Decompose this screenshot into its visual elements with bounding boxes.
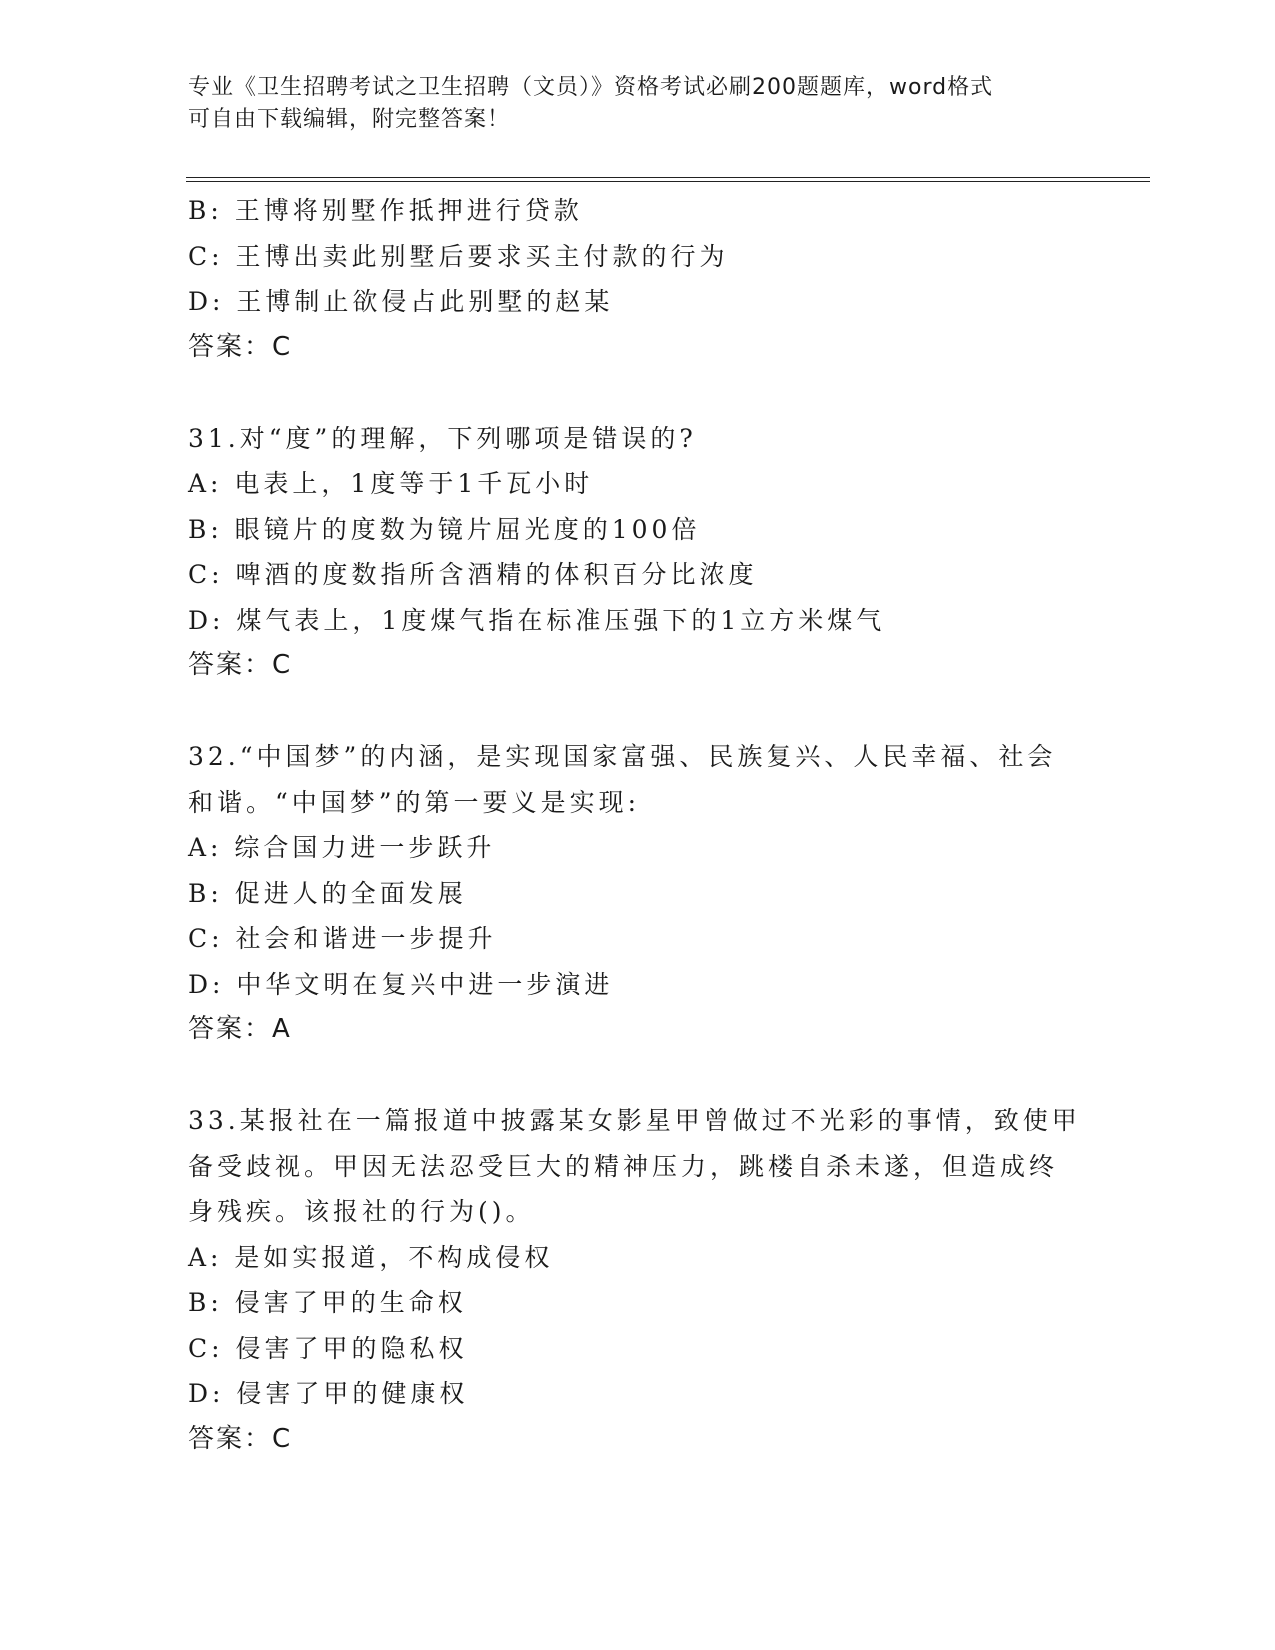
question-text: 31.对“度”的理解，下列哪项是错误的?	[188, 423, 697, 453]
option-d: D: 煤气表上，1度煤气指在标准压强下的1立方米煤气	[188, 605, 886, 635]
option-c: C: 社会和谐进一步提升	[188, 924, 497, 953]
question-block-32	[188, 734, 1088, 1053]
option-b: B: 眼镜片的度数为镜片屈光度的100倍	[188, 514, 701, 544]
question-block-31	[188, 416, 1088, 689]
question-text: 备受歧视。甲因无法忍受巨大的精神压力，跳楼自杀未遂，但造成终	[188, 1151, 1059, 1181]
option-b: B: 侵害了甲的生命权	[188, 1288, 467, 1317]
question-block-30	[188, 188, 1088, 370]
question-block-33	[188, 1098, 1088, 1462]
option-b: B: 王博将别墅作抵押进行贷款	[188, 196, 583, 225]
option-b: B: 促进人的全面发展	[188, 878, 467, 908]
option-d: D: 中华文明在复兴中进一步演进	[188, 969, 614, 999]
question-text: 32.“中国梦”的内涵，是实现国家富强、民族复兴、人民幸福、社会	[188, 742, 1057, 771]
option-c: C: 侵害了甲的隐私权	[188, 1333, 468, 1363]
page-header	[188, 72, 1088, 136]
spacer	[188, 370, 1088, 416]
option-d: D: 侵害了甲的健康权	[188, 1379, 469, 1408]
question-text: 33.某报社在一篇报道中披露某女影星甲曾做过不光彩的事情，致使甲	[188, 1106, 1081, 1135]
header-line-2: 可自由下载编辑，附完整答案！	[188, 107, 511, 132]
question-content	[188, 188, 1088, 1462]
answer-label: 答案：C	[188, 650, 293, 680]
answer-label: 答案：C	[188, 331, 293, 362]
question-text: 身残疾。该报社的行为()。	[188, 1197, 535, 1226]
option-c: C: 王博出卖此别墅后要求买主付款的行为	[188, 241, 729, 271]
option-a: A: 电表上，1度等于1千瓦小时	[188, 469, 594, 498]
option-d: D: 王博制止欲侵占此别墅的赵某	[188, 287, 614, 316]
header-divider	[186, 177, 1150, 182]
answer-label: 答案：A	[188, 1014, 292, 1044]
question-text: 和谐。“中国梦”的第一要义是实现:	[188, 787, 640, 817]
option-c: C: 啤酒的度数指所含酒精的体积百分比浓度	[188, 560, 758, 589]
option-a: A: 综合国力进一步跃升	[188, 833, 496, 862]
spacer	[188, 689, 1088, 735]
header-line-1: 专业《卫生招聘考试之卫生招聘（文员）》资格考试必刷200题题库，word格式	[188, 75, 994, 100]
option-a: A: 是如实报道，不构成侵权	[188, 1242, 554, 1272]
answer-label: 答案：C	[188, 1423, 293, 1454]
spacer	[188, 1053, 1088, 1099]
